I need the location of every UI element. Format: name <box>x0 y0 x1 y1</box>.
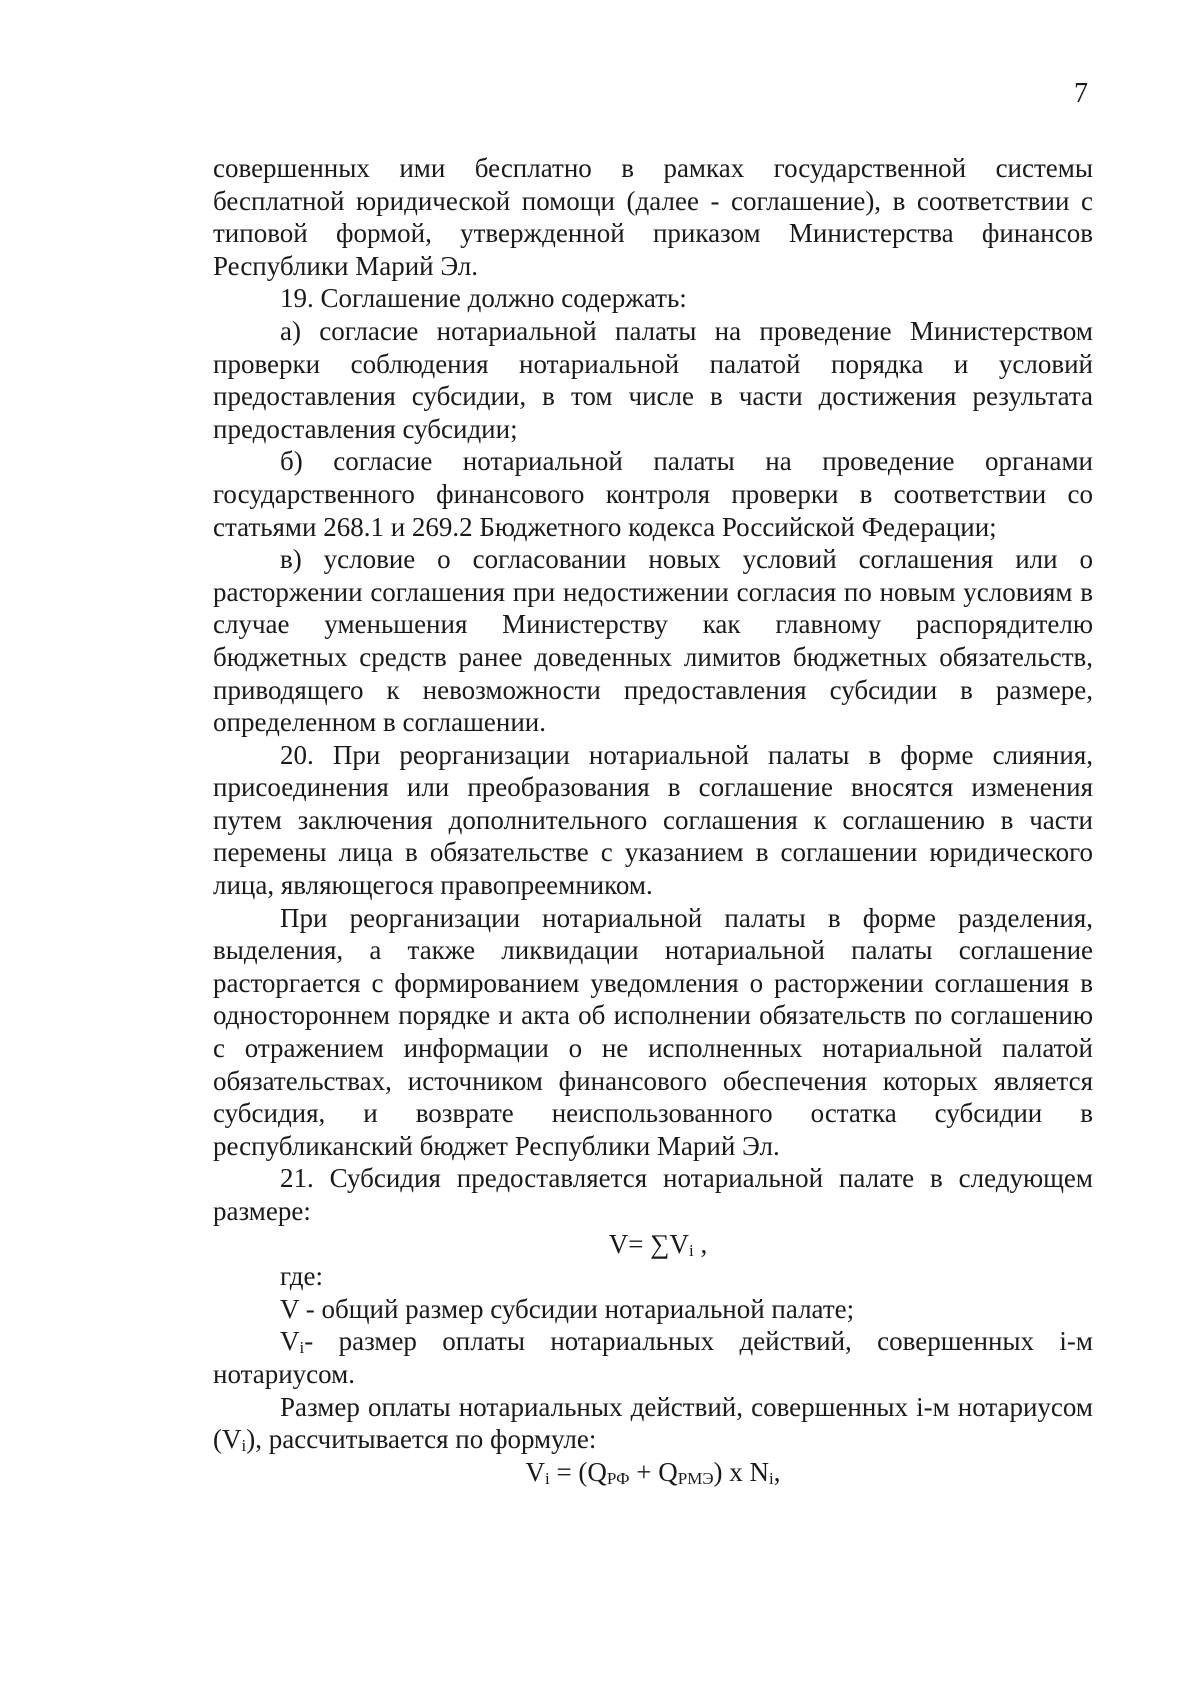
paragraph-19v: в) условие о согласовании новых условий соглашения или о расторжении соглашения при недостижении согласия по новым условиям в случае уменьшения Министерству как главному распорядителю бюджетных средств ранее доведенных лимитов бюджетных обязательств, приводящего к невозможности предоставления субсидии в размере, определенном в соглашении. <box>213 544 1093 738</box>
definition-vi <box>213 1325 1093 1390</box>
paragraph-20-reorganization: При реорганизации нотариальной палаты в форме разделения, выделения, а также ликвидации нотариальной палаты соглашение расторгается с формированием уведомления о расторжении соглашения в одностороннем порядке и акта об исполнении обязательств по соглашению с отражением информации о не исполненных нотариальной палатой обязательствах, источником финансового обеспечения которых является субсидия, и возврате неиспользованного остатка субсидии в республиканский бюджет Республики Марий Эл. <box>213 902 1093 1161</box>
definition-vi-letter: V <box>280 1326 300 1357</box>
page-number: 7 <box>1074 78 1088 109</box>
formula-total-tail: , <box>693 1228 708 1259</box>
paragraph-where: где: <box>280 1261 323 1292</box>
paragraph-calculation <box>213 1391 1093 1456</box>
paragraph-21: 21. Субсидия предоставляется нотариальной палате в следующем размере: <box>213 1163 1093 1226</box>
definition-vi-subscript: i <box>299 1338 305 1358</box>
calculation-text-after: ), рассчитывается по формуле: <box>246 1424 597 1455</box>
formula-tail: , <box>773 1456 781 1487</box>
formula-total-subsidy <box>213 1228 1093 1261</box>
calculation-subscript: i <box>241 1436 247 1456</box>
definition-vi-text: - размер оплаты нотариальных действий, совершенных i-м нотариусом. <box>213 1326 1093 1389</box>
paragraph-20: 20. При реорганизации нотариальной палаты в форме слияния, присоединения или преобразования в соглашение вносятся изменения путем заключения дополнительного соглашения к соглашению в части перемены лица в обязательстве с указанием в соглашении юридического лица, являющегося правопреемником. <box>213 739 1093 901</box>
formula-plus: + Q <box>629 1456 678 1487</box>
formula-subscript-rf: РФ <box>606 1468 630 1488</box>
document-body <box>213 152 1093 1488</box>
formula-open: = (Q <box>549 1456 607 1487</box>
formula-subscript-n: i <box>769 1468 774 1488</box>
paragraph-19b: б) согласие нотариальной палаты на проведение органами государственного финансового контроля проверки в соответствии со статьями 268.1 и 269.2 Бюджетного кодекса Российской Федерации; <box>213 446 1093 542</box>
formula-total-main: V= ∑V <box>608 1228 689 1259</box>
formula-close: ) x N <box>713 1456 770 1487</box>
formula-vi-letter: V <box>525 1456 545 1487</box>
definition-v: V - общий размер субсидии нотариальной палате; <box>280 1293 855 1324</box>
formula-notary-payment <box>213 1456 1093 1489</box>
formula-subscript-rme: РМЭ <box>677 1468 714 1488</box>
paragraph-continuation: совершенных ими бесплатно в рамках государственной системы бесплатной юридической помощи (далее - соглашение), в соответствии с типовой формой, утвержденной приказом Министерства финансов Республики Марий Эл. <box>213 153 1093 281</box>
formula-vi-subscript: i <box>544 1468 550 1488</box>
paragraph-19: 19. Соглашение должно содержать: <box>280 283 687 314</box>
formula-total-subscript: i <box>689 1240 694 1260</box>
calculation-text-before: Размер оплаты нотариальных действий, совершенных i-м нотариусом (V <box>213 1391 1093 1455</box>
paragraph-19a: а) согласие нотариальной палаты на проведение Министерством проверки соблюдения нотариальной палатой порядка и условий предоставления субсидии, в том числе в части достижения результата предоставления субсидии; <box>213 315 1093 444</box>
